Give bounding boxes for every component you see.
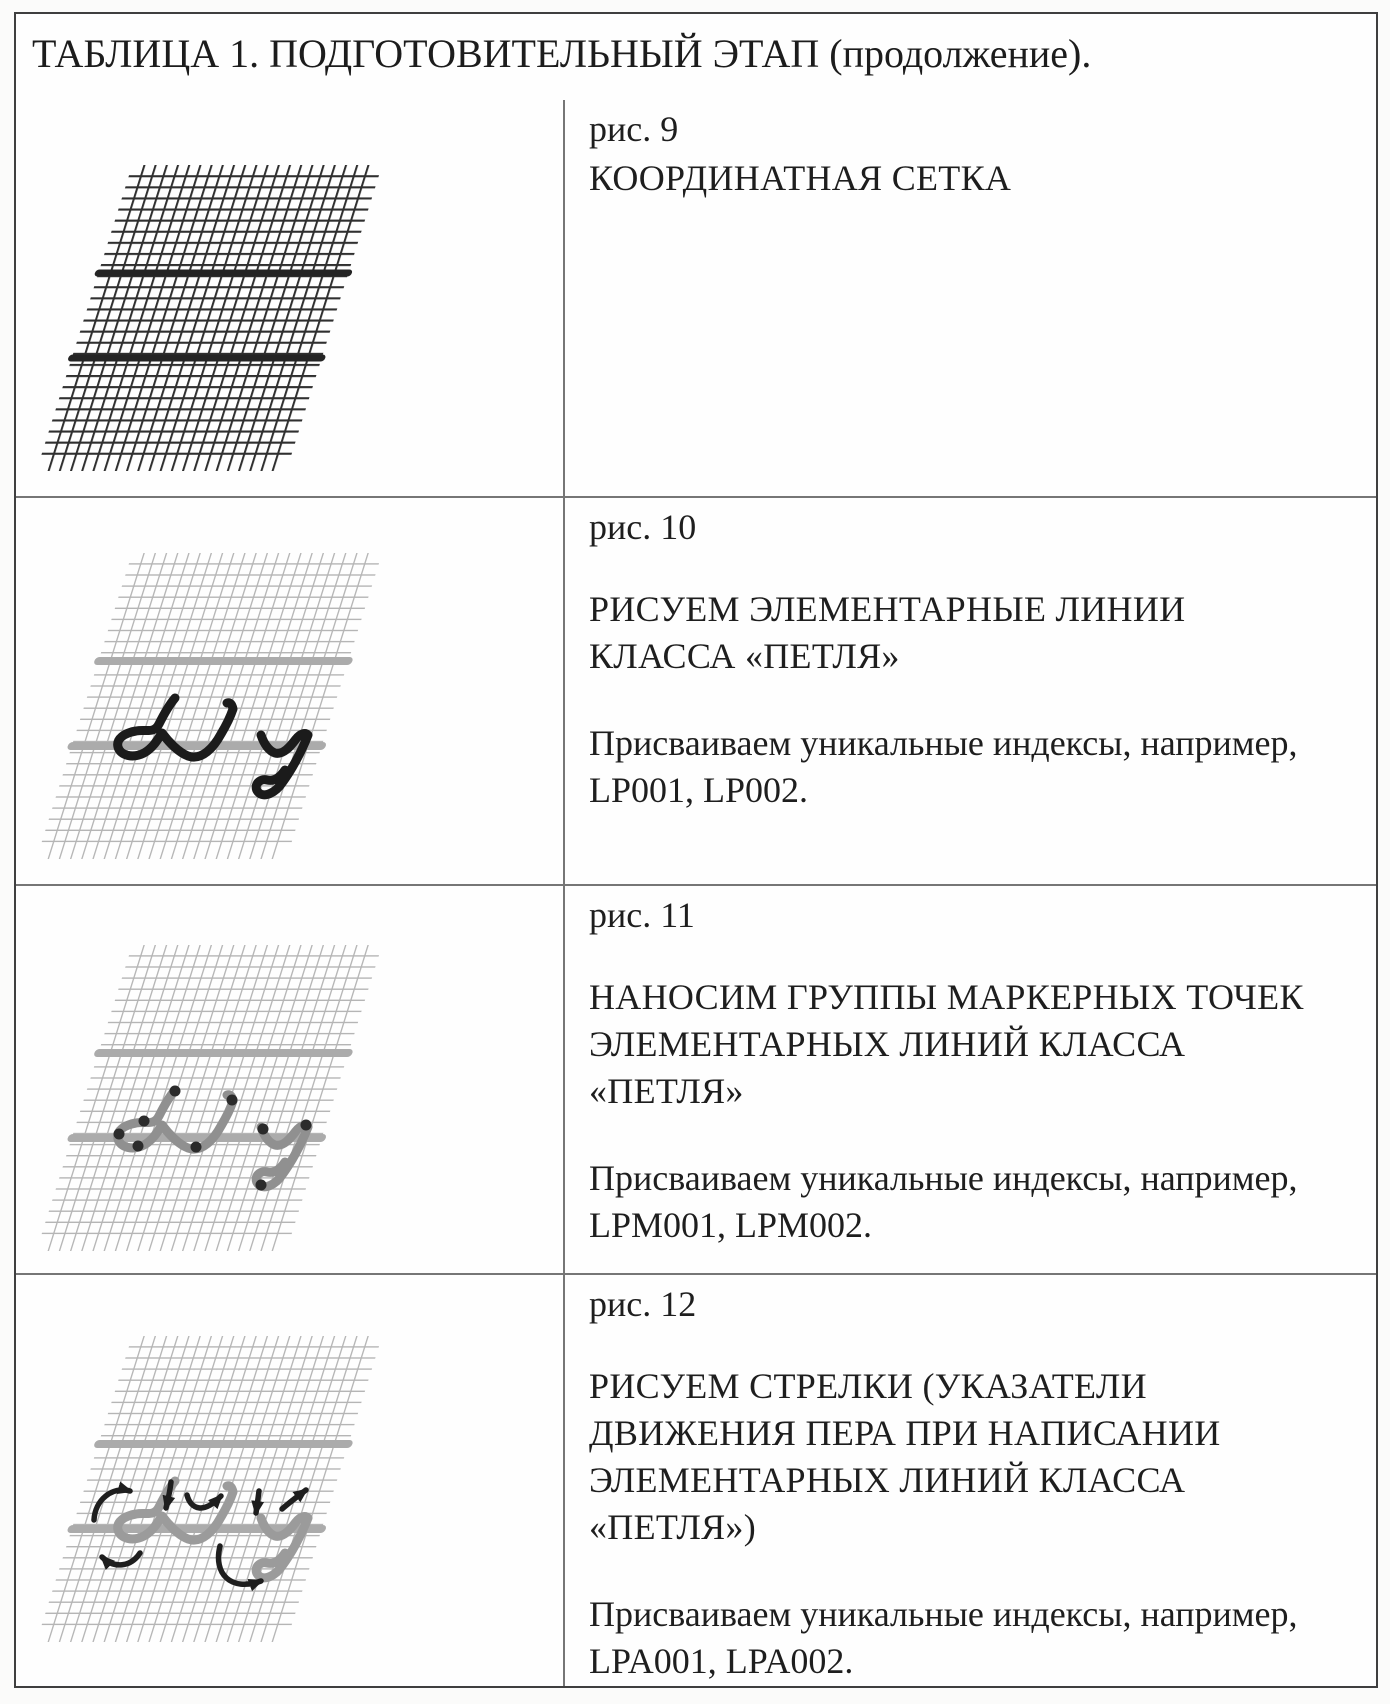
table-frame xyxy=(14,12,1378,1688)
text-line: «ПЕТЛЯ» xyxy=(589,1071,744,1111)
text-line: «ПЕТЛЯ») xyxy=(589,1507,757,1547)
row-heading xyxy=(589,1363,1350,1551)
grid-slanted-lines xyxy=(44,553,376,859)
loop-lines-figure xyxy=(24,541,424,871)
coordinate-grid-figure xyxy=(24,153,424,483)
figure-label: рис. 11 xyxy=(589,895,695,935)
marker-point xyxy=(191,1142,202,1153)
text-cell xyxy=(565,498,1376,884)
figure-cell xyxy=(16,100,565,496)
figure-label: рис. 9 xyxy=(589,109,679,149)
text-cell xyxy=(565,886,1376,1273)
text-line: Присваиваем уникальные индексы, например, xyxy=(589,723,1298,763)
text-line: КЛАССА «ПЕТЛЯ» xyxy=(589,636,900,676)
table-title: ТАБЛИЦА 1. ПОДГОТОВИТЕЛЬНЫЙ ЭТАП (продолжение). xyxy=(32,31,1092,76)
marker-point xyxy=(139,1116,150,1127)
marker-point xyxy=(170,1086,181,1097)
grid-slanted-lines xyxy=(44,165,376,471)
text-line: LPA001, LPA002. xyxy=(589,1641,854,1681)
figure-cell xyxy=(16,1275,565,1686)
marker-point xyxy=(301,1120,312,1131)
row-note xyxy=(589,1591,1350,1685)
figure-label: рис. 10 xyxy=(589,507,697,547)
figure-label: рис. 12 xyxy=(589,1284,697,1324)
marker-point xyxy=(256,1180,267,1191)
table-row xyxy=(16,1273,1376,1686)
row-heading xyxy=(589,974,1350,1115)
text-cell xyxy=(565,100,1376,496)
text-cell xyxy=(565,1275,1376,1686)
marker-point xyxy=(114,1129,125,1140)
row-note xyxy=(589,1155,1350,1249)
figure-cell xyxy=(16,886,565,1273)
row-heading xyxy=(589,586,1350,680)
text-line: Присваиваем уникальные индексы, например, xyxy=(589,1158,1298,1198)
text-line: КООРДИНАТНАЯ СЕТКА xyxy=(589,158,1012,198)
text-line: НАНОСИМ ГРУППЫ МАРКЕРНЫХ ТОЧЕК xyxy=(589,977,1304,1017)
row-note xyxy=(589,720,1350,814)
loop-lines-arrows-figure xyxy=(24,1324,424,1654)
down-arrow-icon xyxy=(256,1491,259,1513)
text-line: ЭЛЕМЕНТАРНЫХ ЛИНИЙ КЛАССА xyxy=(589,1460,1186,1500)
table-row xyxy=(16,884,1376,1273)
figure-cell xyxy=(16,498,565,884)
marker-point xyxy=(133,1141,144,1152)
text-line: ДВИЖЕНИЯ ПЕРА ПРИ НАПИСАНИИ xyxy=(589,1413,1221,1453)
text-line: LPM001, LPM002. xyxy=(589,1205,873,1245)
text-line: РИСУЕМ СТРЕЛКИ (УКАЗАТЕЛИ xyxy=(589,1366,1147,1406)
grid-slanted-lines xyxy=(44,1336,376,1642)
marker-point xyxy=(258,1124,269,1135)
text-line: РИСУЕМ ЭЛЕМЕНТАРНЫЕ ЛИНИИ xyxy=(589,589,1186,629)
grid-slanted-lines xyxy=(44,945,376,1251)
loop-lines-marker-points-figure xyxy=(24,933,424,1263)
text-line: LP001, LP002. xyxy=(589,770,809,810)
text-line: Присваиваем уникальные индексы, например, xyxy=(589,1594,1298,1634)
text-line: ЭЛЕМЕНТАРНЫХ ЛИНИЙ КЛАССА xyxy=(589,1024,1186,1064)
marker-point xyxy=(227,1095,238,1106)
row-heading xyxy=(589,155,1350,202)
table-row xyxy=(16,100,1376,496)
table-row xyxy=(16,496,1376,884)
